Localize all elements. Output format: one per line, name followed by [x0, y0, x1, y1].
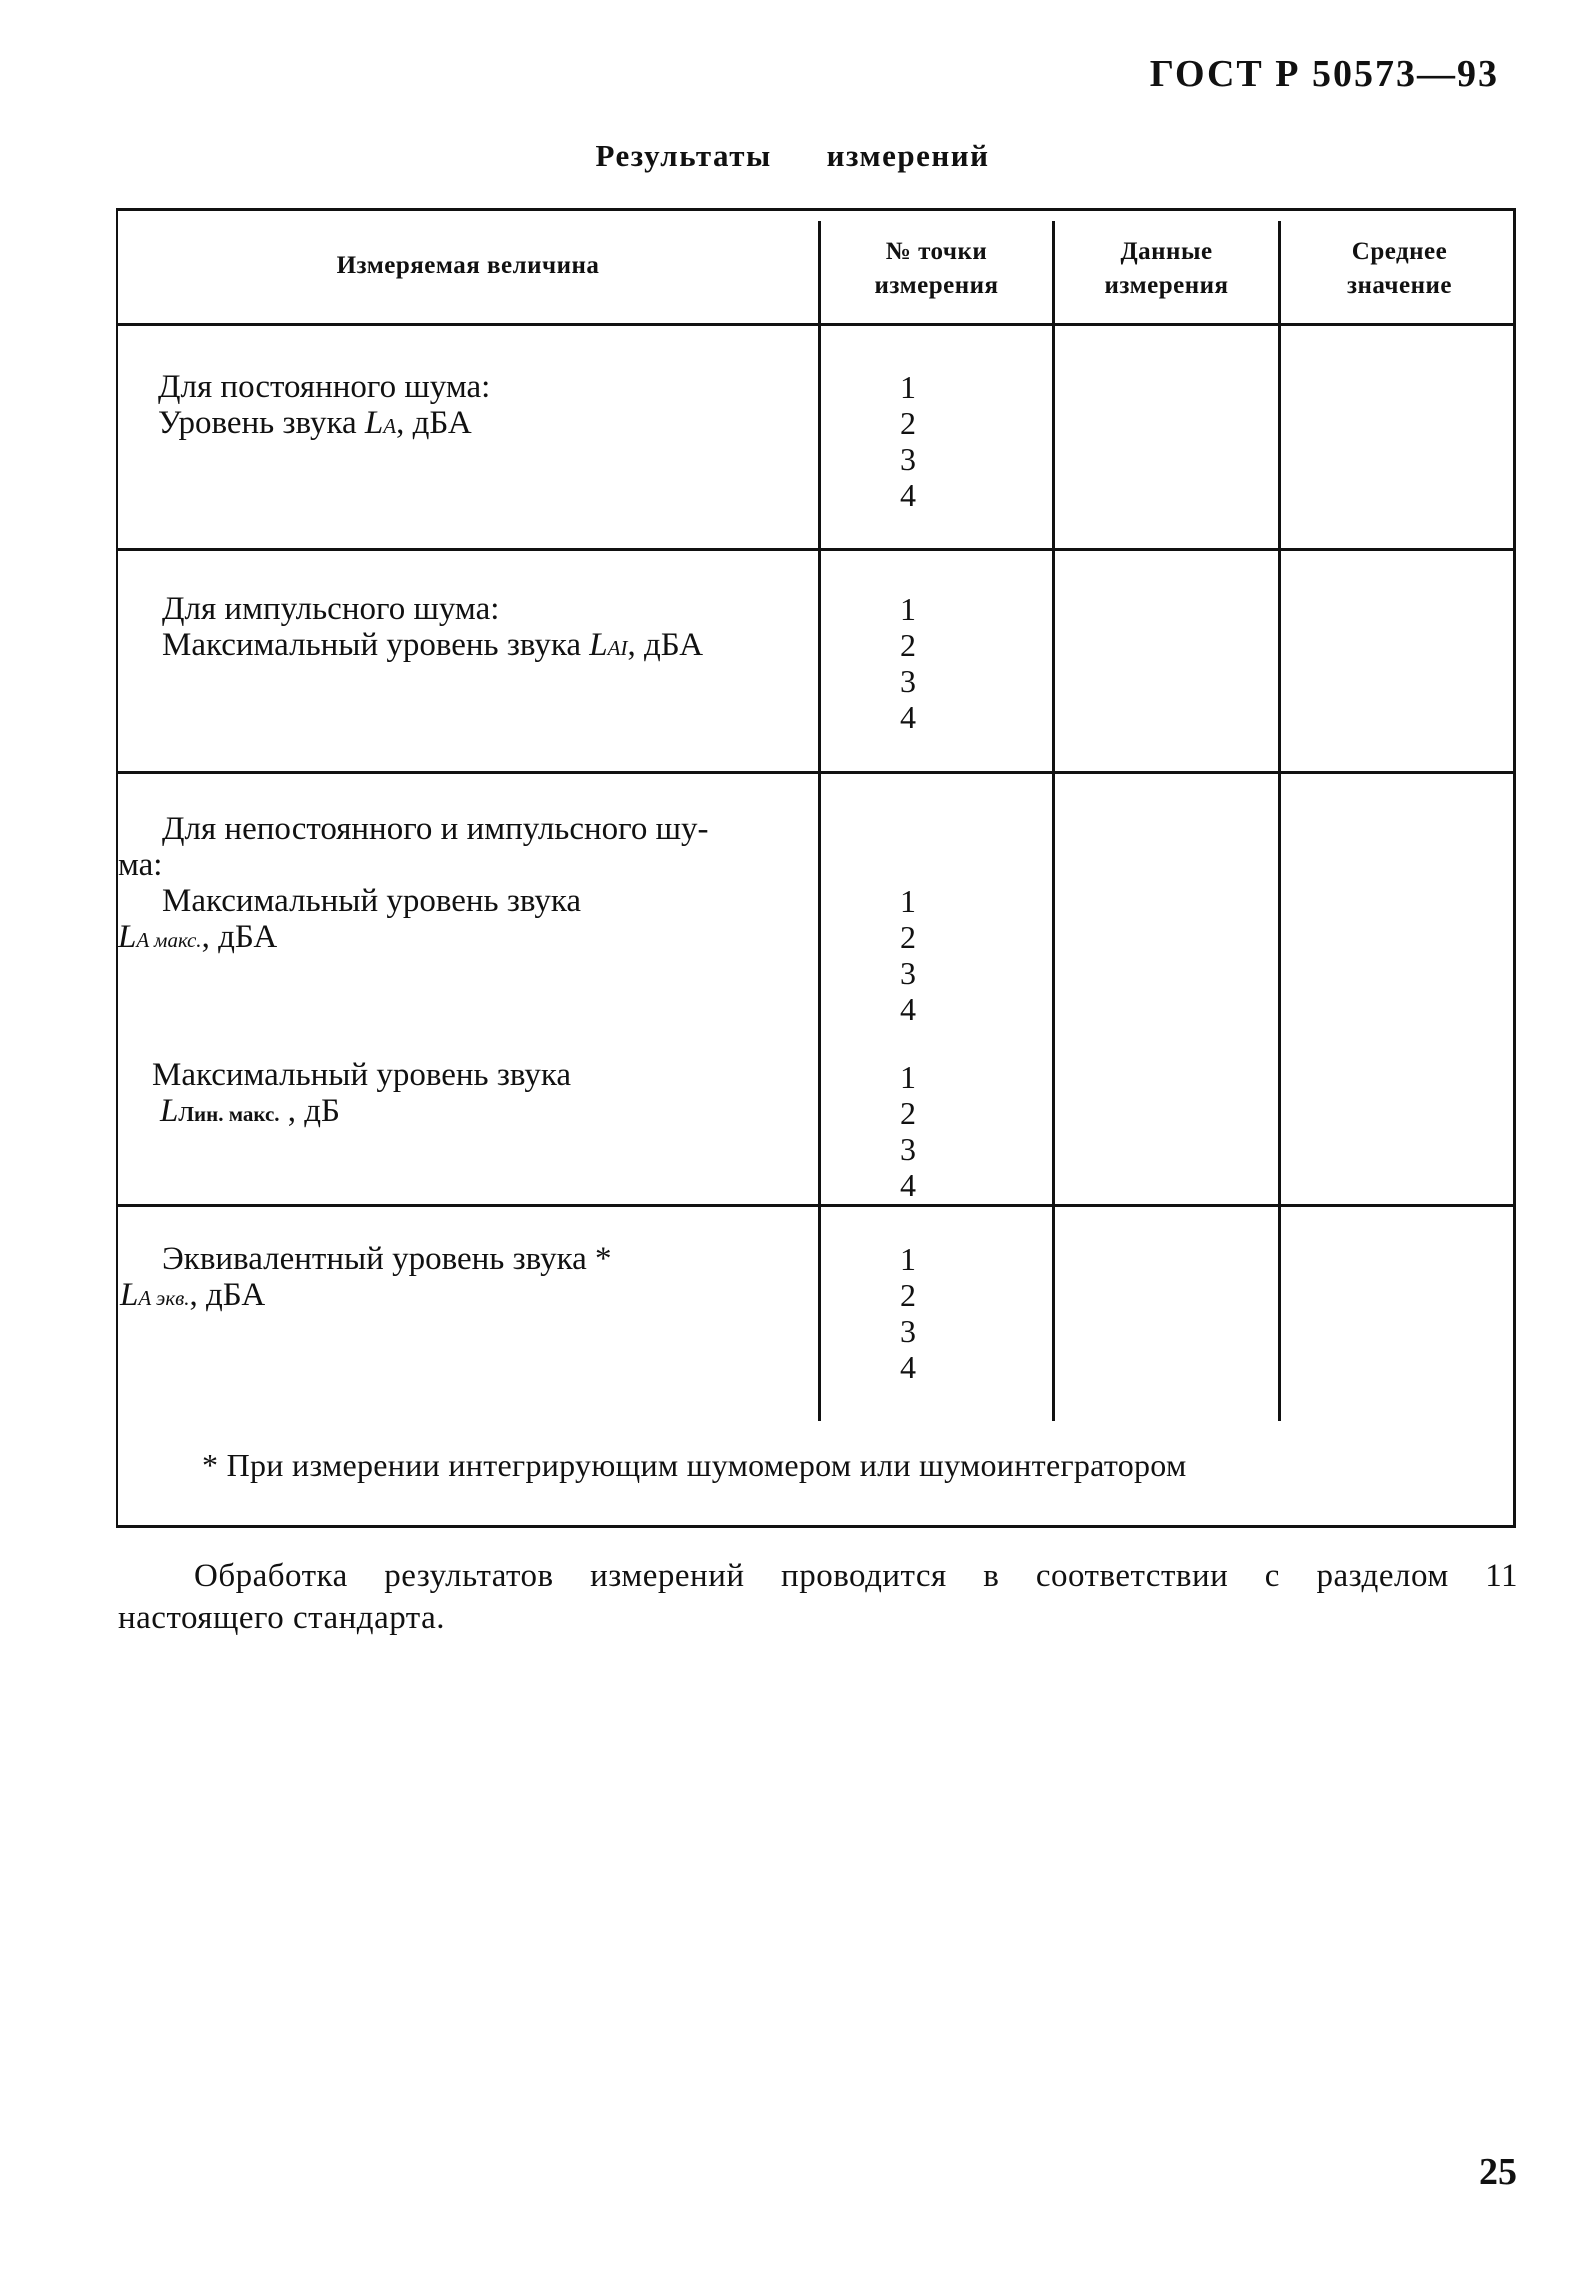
point-number: 3 [900, 955, 916, 991]
header-divider [118, 323, 1513, 326]
caption-word-2: измерений [826, 138, 990, 173]
point-number: 4 [900, 1167, 916, 1203]
row-4-points [853, 1059, 963, 1203]
row-2-suffix: , дБА [627, 627, 704, 663]
point-number: 2 [900, 627, 916, 663]
col-divider-3 [1278, 221, 1281, 1421]
table-caption [0, 138, 1585, 174]
point-number: 3 [900, 663, 916, 699]
header-point-number [821, 235, 1052, 303]
header-measurement-data-l1: Данные [1120, 238, 1213, 265]
point-number: 4 [900, 477, 916, 513]
header-average-value-l2: значение [1346, 272, 1453, 299]
point-number: 1 [900, 369, 916, 405]
header-measured-quantity: Измеряемая величина [336, 252, 600, 279]
row-1-points [853, 369, 963, 513]
point-number: 1 [900, 883, 916, 919]
row-2-line-2 [162, 627, 703, 666]
col-divider-1 [818, 221, 821, 1421]
row-2-symbol: L [589, 627, 608, 663]
row-divider-1 [118, 548, 1513, 551]
row-1-suffix: , дБА [396, 405, 472, 441]
row-2-prefix: Максимальный уровень звука [162, 627, 590, 663]
point-number: 2 [900, 1095, 916, 1131]
row-5-line-1: Эквивалентный уровень звука * [162, 1241, 612, 1277]
header-point-number-l2: измерения [874, 272, 999, 299]
row-4-line-2 [160, 1093, 571, 1132]
caption-word-1: Результаты [595, 138, 772, 173]
row-5-subscript: A экв. [138, 1286, 190, 1310]
row-1-label [158, 369, 490, 444]
header-measurement-data-l2: измерения [1104, 272, 1229, 299]
row-3-suffix: , дБА [201, 919, 278, 955]
point-number: 2 [900, 1277, 916, 1313]
header-measurement-data [1055, 235, 1278, 303]
point-number: 1 [900, 1241, 916, 1277]
row-5-suffix: , дБА [189, 1277, 266, 1313]
row-5-points [853, 1241, 963, 1385]
row-1-subscript: A [383, 414, 397, 438]
row-5-symbol: L [120, 1277, 139, 1313]
row-3-line-3 [118, 919, 709, 958]
table-footnote: * При измерении интегрирующим шумомером или шумоинтегратором [202, 1447, 1187, 1483]
paragraph-line-2: настоящего стандарта. [118, 1600, 446, 1636]
row-2-points [853, 591, 963, 735]
point-number: 2 [900, 919, 916, 955]
row-2-line-1: Для импульсного шума: [162, 591, 500, 627]
row-4-suffix: , дБ [279, 1093, 341, 1129]
row-2-label [162, 591, 703, 666]
row-5-label [120, 1241, 612, 1316]
page-number: 25 [1479, 2151, 1517, 2193]
point-number: 4 [900, 699, 916, 735]
header-average-value-l1: Среднее [1351, 238, 1448, 265]
row-4-line-1: Максимальный уровень звука [152, 1057, 572, 1093]
point-number: 3 [900, 1131, 916, 1167]
row-1-line-1: Для постоянного шума: [158, 369, 491, 405]
row-3-points [853, 883, 963, 1027]
body-paragraph [118, 1555, 1518, 1639]
row-1-line-2 [158, 405, 490, 444]
row-1-symbol: L [364, 405, 384, 441]
row-divider-3 [118, 1204, 1513, 1207]
row-5-line-2 [120, 1277, 612, 1316]
row-3-label [118, 811, 709, 958]
point-number: 2 [900, 405, 916, 441]
row-3-line-2: Максимальный уровень звука [162, 883, 582, 919]
row-3-subscript: A макс. [136, 928, 202, 952]
paragraph-line-1: Обработка результатов измерений проводится в соответствии с разделом 11 [194, 1558, 1518, 1594]
document-id: ГОСТ Р 50573—93 [1149, 53, 1499, 95]
row-4-symbol: L [160, 1093, 179, 1129]
row-4-label [152, 1057, 571, 1132]
row-3-line-1: Для непостоянного и импульсного шу- [162, 811, 709, 847]
row-3-symbol: L [118, 919, 137, 955]
col-divider-2 [1052, 221, 1055, 1421]
header-average-value [1281, 235, 1518, 303]
row-2-subscript: AI [607, 636, 628, 660]
point-number: 1 [900, 1059, 916, 1095]
point-number: 4 [900, 991, 916, 1027]
row-1-prefix: Уровень звука [158, 405, 365, 441]
point-number: 1 [900, 591, 916, 627]
results-table [116, 208, 1516, 1528]
row-4-subscript: Лин. макс. [178, 1102, 280, 1126]
header-point-number-l1: № точки [885, 238, 988, 265]
row-3-line-1b: ма: [118, 847, 163, 883]
row-divider-2 [118, 771, 1513, 774]
point-number: 3 [900, 1313, 916, 1349]
point-number: 4 [900, 1349, 916, 1385]
point-number: 3 [900, 441, 916, 477]
